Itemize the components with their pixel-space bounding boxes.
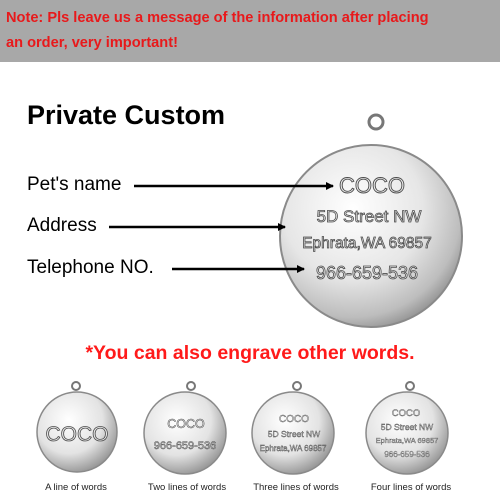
notice-line-1: Note: Pls leave us a message of the information after placing bbox=[6, 10, 429, 26]
tag-body bbox=[366, 392, 448, 474]
telephone-label: Telephone NO. bbox=[27, 257, 154, 278]
tag-ring bbox=[293, 382, 301, 390]
tag-option-3-caption: Three lines of words bbox=[253, 482, 339, 493]
address-label: Address bbox=[27, 215, 97, 236]
tag-ring bbox=[187, 382, 195, 390]
tag-ring bbox=[369, 115, 383, 129]
tag-option-4-line-3: Ephrata,WA 69857 bbox=[375, 436, 439, 445]
engrave-note: *You can also engrave other words. bbox=[85, 342, 415, 364]
main-tag-city: Ephrata,WA 69857 bbox=[302, 235, 432, 252]
tag-body bbox=[144, 392, 226, 474]
main-tag bbox=[280, 115, 462, 327]
tag-option-2-line-2: 966-659-536 bbox=[153, 440, 217, 452]
main-tag-phone: 966-659-536 bbox=[315, 263, 419, 283]
pet-name-label: Pet's name bbox=[27, 174, 122, 195]
tag-option-3-line-1: COCO bbox=[279, 414, 309, 425]
tag-option-3-line-2: 5D Street NW bbox=[267, 429, 321, 439]
tag-option-2 bbox=[144, 382, 226, 474]
tag-option-2-line-1: COCO bbox=[167, 417, 205, 431]
tag-option-1-line-1: COCO bbox=[45, 423, 109, 446]
main-tag-street: 5D Street NW bbox=[316, 207, 422, 226]
tag-option-1-caption: A line of words bbox=[45, 482, 107, 493]
tag-option-4 bbox=[366, 382, 448, 474]
notice-line-2: an order, very important! bbox=[6, 35, 178, 51]
tag-ring bbox=[72, 382, 80, 390]
tag-option-2-caption: Two lines of words bbox=[147, 482, 227, 493]
tag-option-4-line-1: COCO bbox=[391, 408, 421, 419]
main-tag-name: COCO bbox=[339, 173, 405, 198]
tag-option-3-line-3: Ephrata,WA 69857 bbox=[259, 444, 327, 453]
tag-ring bbox=[406, 382, 414, 390]
tag-option-4-line-4: 966-659-536 bbox=[384, 450, 430, 459]
page-heading: Private Custom bbox=[27, 100, 226, 130]
tag-option-4-line-2: 5D Street NW bbox=[380, 422, 434, 432]
tag-option-4-caption: Four lines of words bbox=[370, 482, 452, 493]
tag-option-1 bbox=[37, 382, 117, 472]
tag-option-3 bbox=[252, 382, 334, 474]
